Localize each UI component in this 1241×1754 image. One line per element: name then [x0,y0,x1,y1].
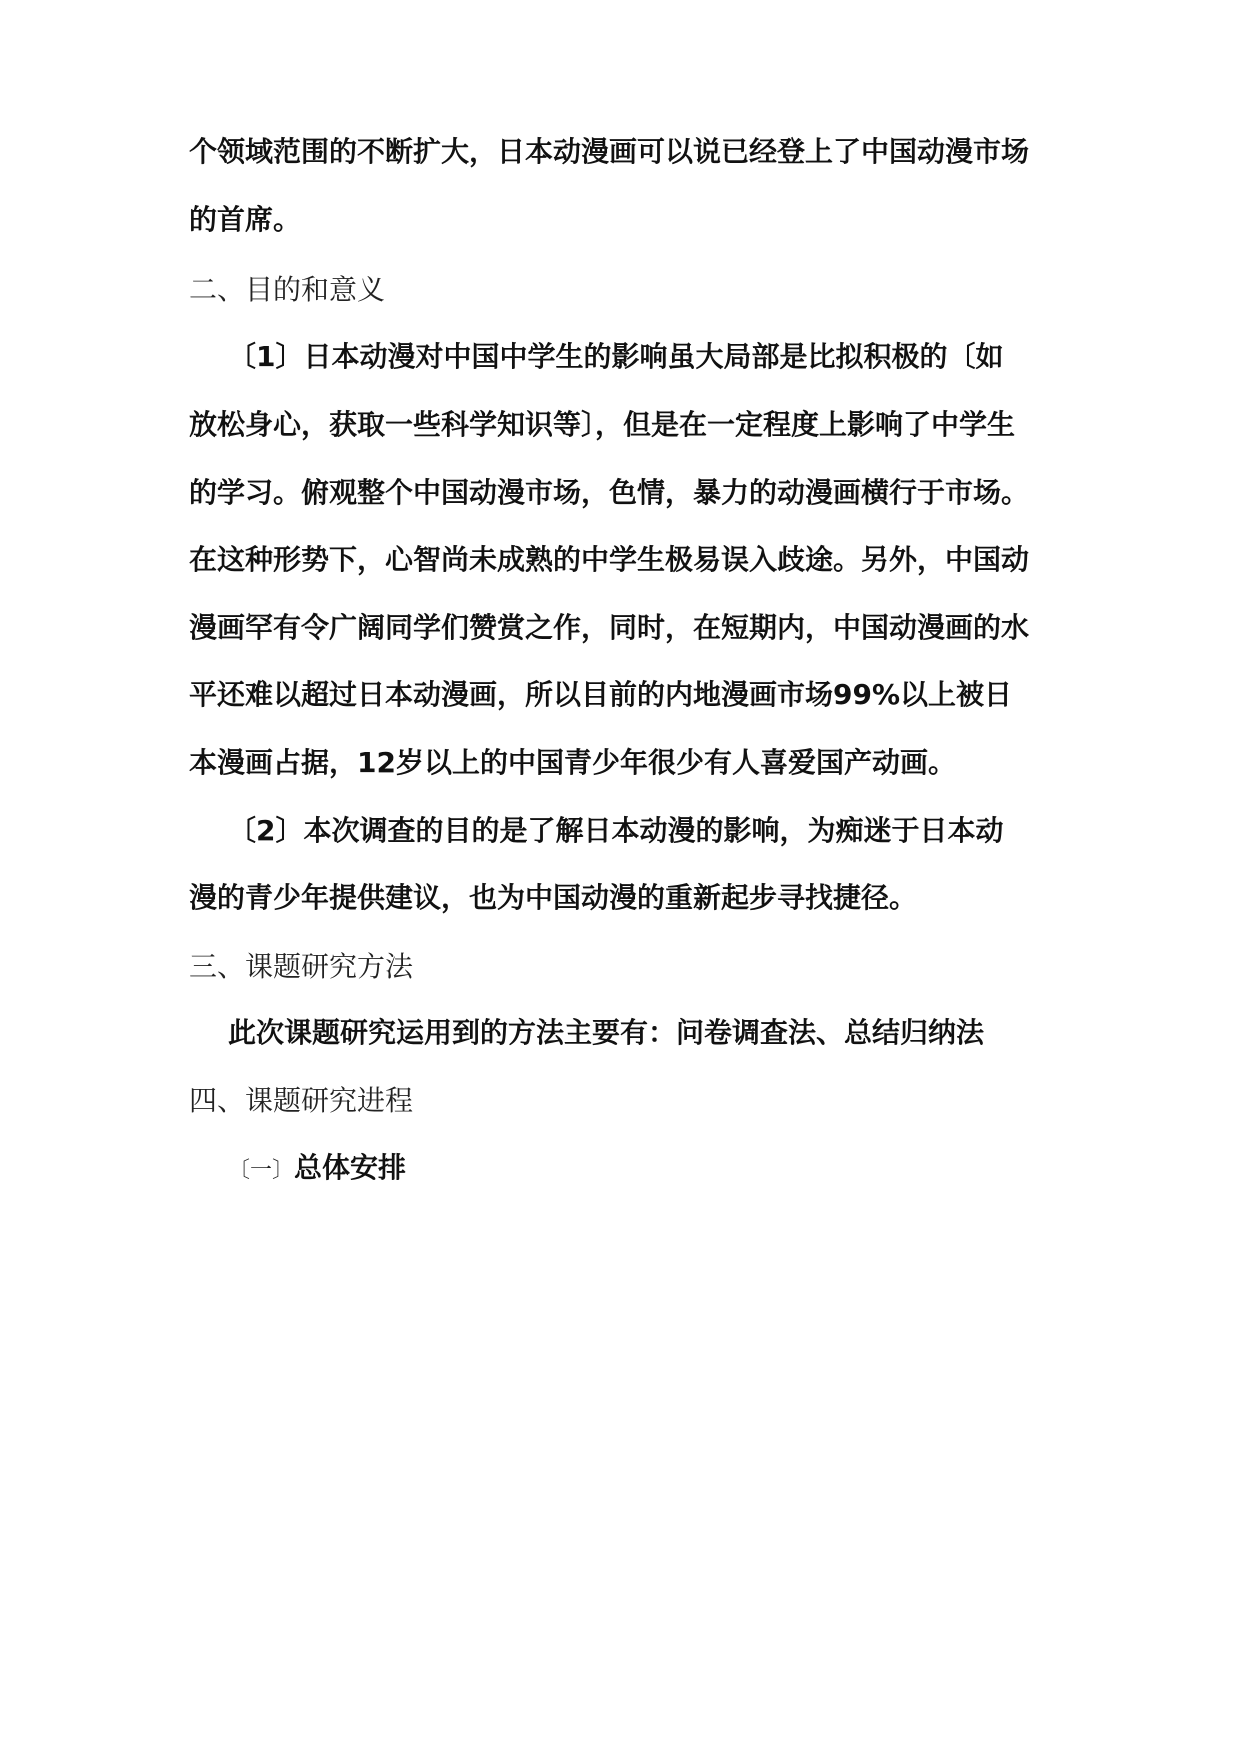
section-2-para-1-line-5: 漫画罕有令广阔同学们赞赏之作，同时，在短期内，中国动漫画的水 [189,611,1030,644]
section-3-body: 此次课题研究运用到的方法主要有：问卷调查法、总结归纳法 [228,1016,985,1049]
intro-line-1: 个领域范围的不断扩大，日本动漫画可以说已经登上了中国动漫市场 [189,135,1030,168]
section-2-para-1-line-3: 的学习。俯观整个中国动漫市场，色情，暴力的动漫画横行于市场。 [189,476,1030,509]
section-4-heading: 四、课题研究进程 [189,1084,414,1117]
section-4-sub-label: 〔一〕 [228,1158,295,1183]
section-2-para-1-line-1: 〔1〕日本动漫对中国中学生的影响虽大局部是比拟积极的〔如 [228,340,1004,373]
section-2-para-2-line-2: 漫的青少年提供建议，也为中国动漫的重新起步寻找捷径。 [189,881,918,914]
intro-line-2: 的首席。 [189,203,302,236]
section-2-para-1-line-6: 平还难以超过日本动漫画，所以目前的内地漫画市场99%以上被日 [189,678,1013,711]
section-2-para-1-line-4: 在这种形势下，心智尚未成熟的中学生极易误入歧途。另外，中国动 [189,543,1030,576]
section-2-para-2-line-1: 〔2〕本次调查的目的是了解日本动漫的影响，为痴迷于日本动 [228,814,1004,847]
section-4-subheading [228,1148,1108,1188]
section-2-para-1-line-2: 放松身心，获取一些科学知识等〕，但是在一定程度上影响了中学生 [189,408,1016,441]
section-3-heading: 三、课题研究方法 [189,950,414,983]
section-4-sub-title: 总体安排 [294,1151,407,1184]
section-2-para-1-line-7: 本漫画占据，12岁以上的中国青少年很少有人喜爱国产动画。 [189,746,956,779]
section-2-heading: 二、目的和意义 [189,273,386,306]
